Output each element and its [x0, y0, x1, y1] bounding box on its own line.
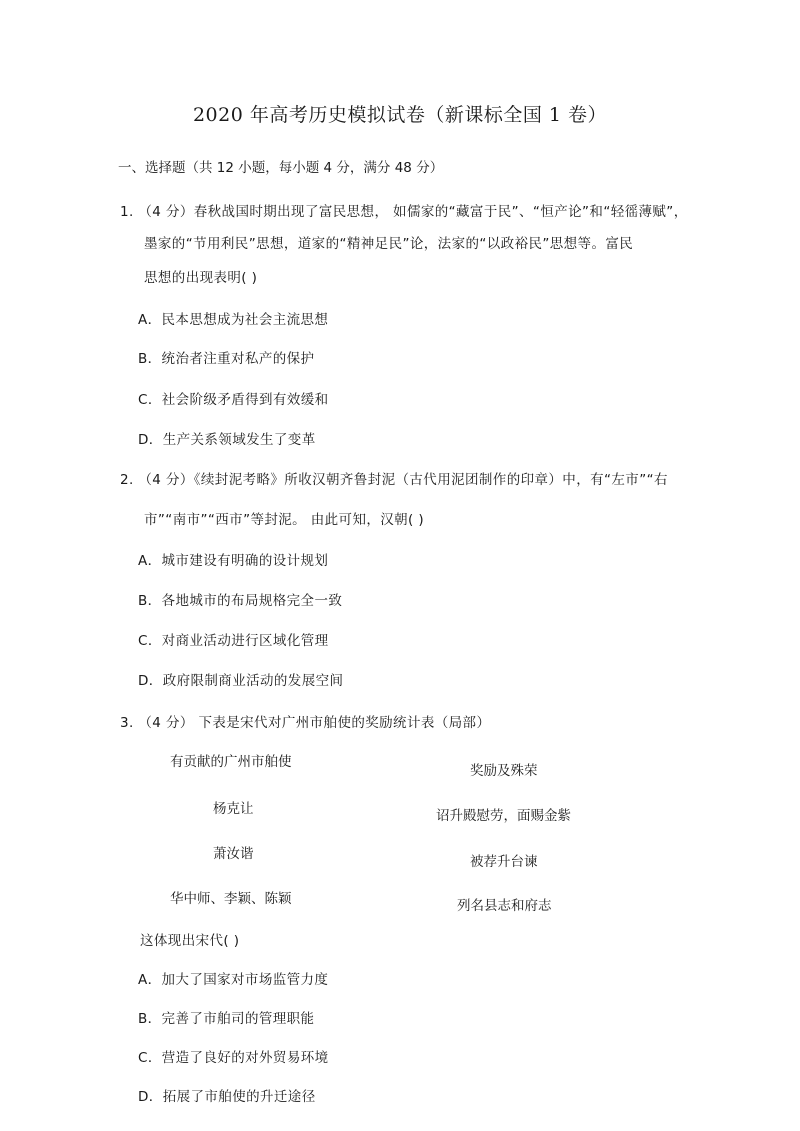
question-1-option-c[interactable]: C．社会阶级矛盾得到有效缓和: [138, 392, 329, 408]
question-2-line-1: 2. （4 分）《续封泥考略》所收汉朝齐鲁封泥（古代用泥团制作的印章）中，有“左市”“右: [120, 472, 668, 488]
question-3-stem-end: 这体现出宋代( ): [140, 933, 240, 949]
table-cell-reward: 诏升殿慰劳，面赐金紫: [436, 808, 571, 824]
section-heading: 一、选择题（共 12 小题，每小题 4 分，满分 48 分）: [118, 160, 444, 176]
question-3-option-c[interactable]: C．营造了良好的对外贸易环境: [138, 1050, 329, 1066]
question-3-option-b[interactable]: B．完善了市舶司的管理职能: [138, 1011, 315, 1027]
question-1-option-a[interactable]: A．民本思想成为社会主流思想: [138, 312, 329, 328]
table-cell-reward: 列名县志和府志: [457, 898, 552, 914]
question-2-option-c[interactable]: C．对商业活动进行区域化管理: [138, 633, 329, 649]
table-cell-envoy: 华中师、李颖、陈颖: [170, 891, 292, 907]
table-cell-envoy: 萧汝谐: [213, 846, 254, 862]
question-3-option-d[interactable]: D．拓展了市舶使的升迁途径: [138, 1089, 316, 1105]
table-header-reward: 奖励及殊荣: [470, 763, 538, 779]
question-1-line-2: 墨家的“节用利民”思想，道家的“精神足民”论，法家的“以政裕民”思想等。富民: [144, 236, 634, 252]
question-1-option-d[interactable]: D．生产关系领域发生了变革: [138, 432, 316, 448]
page-title: 2020 年高考历史模拟试卷（新课标全国 1 卷）: [192, 104, 608, 126]
table-cell-reward: 被荐升台谏: [470, 854, 538, 870]
question-3-option-a[interactable]: A．加大了国家对市场监管力度: [138, 972, 329, 988]
question-1-line-3: 思想的出现表明( ): [144, 270, 258, 286]
question-2-option-b[interactable]: B．各地城市的布局规格完全一致: [138, 593, 343, 609]
question-1-line-1: 1. （4 分）春秋战国时期出现了富民思想， 如儒家的“藏富于民”、“恒产论”和“轻徭薄赋”，: [120, 204, 688, 220]
question-3-line-1: 3. （4 分） 下表是宋代对广州市舶使的奖励统计表（局部）: [120, 715, 491, 731]
table-cell-envoy: 杨克让: [213, 801, 254, 817]
question-2-line-2: 市”“南市”“西市”等封泥。 由此可知，汉朝( ): [144, 512, 425, 528]
table-header-envoy: 有贡献的广州市舶使: [170, 754, 292, 770]
question-2-option-a[interactable]: A．城市建设有明确的设计规划: [138, 553, 329, 569]
question-1-option-b[interactable]: B．统治者注重对私产的保护: [138, 351, 315, 367]
question-2-option-d[interactable]: D．政府限制商业活动的发展空间: [138, 673, 344, 689]
